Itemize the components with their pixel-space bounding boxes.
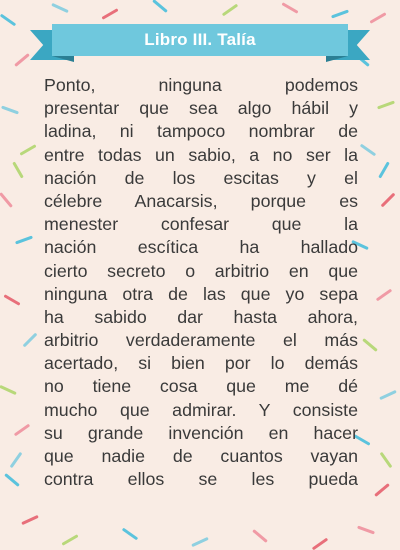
text-line: entre todas un sabio, a no ser la (44, 144, 358, 165)
confetti-piece (51, 3, 69, 13)
confetti-piece (378, 161, 390, 178)
confetti-piece (369, 12, 386, 24)
text-line: presentar que sea algo hábil y (44, 98, 358, 119)
confetti-piece (12, 161, 24, 178)
title-ribbon (30, 24, 370, 62)
confetti-piece (3, 294, 20, 306)
confetti-piece (377, 101, 395, 110)
confetti-piece (21, 515, 39, 525)
ribbon-fold-right (326, 56, 348, 62)
confetti-piece (281, 2, 298, 14)
confetti-piece (0, 192, 13, 208)
confetti-piece (380, 452, 393, 468)
confetti-piece (14, 53, 30, 67)
text-line: cierto secreto o arbitrio en que (44, 260, 358, 281)
confetti-piece (15, 236, 33, 245)
confetti-piece (23, 333, 38, 348)
confetti-piece (14, 424, 30, 437)
confetti-piece (1, 106, 19, 115)
confetti-piece (222, 4, 238, 17)
confetti-piece (376, 289, 392, 302)
text-line: menester confesar que la (44, 214, 358, 235)
text-line: nación de los escitas y el (44, 167, 358, 188)
text-line: arbitrio verdaderamente el más (44, 330, 358, 351)
confetti-piece (191, 537, 209, 547)
confetti-piece (152, 0, 168, 13)
chapter-title: Libro III. Talía (52, 24, 348, 56)
ribbon-fold-left (52, 56, 74, 62)
text-line: ladina, ni tampoco nombrar de (44, 121, 358, 142)
confetti-piece (0, 385, 17, 395)
confetti-piece (101, 8, 118, 20)
confetti-piece (379, 390, 397, 400)
confetti-piece (10, 452, 23, 468)
text-line: célebre Anacarsis, porque es (44, 190, 358, 211)
confetti-piece (61, 534, 78, 546)
confetti-piece (360, 144, 376, 157)
text-line: su grande invención en hacer (44, 422, 358, 443)
confetti-piece (381, 193, 396, 208)
text-line: Ponto, ninguna podemos (44, 75, 358, 95)
confetti-piece (331, 10, 349, 19)
confetti-piece (122, 528, 138, 541)
text-line: mucho que admirar. Y consiste (44, 399, 358, 420)
text-line: no tiene cosa que me dé (44, 376, 358, 397)
text-line: que nadie de cuantos vayan (44, 446, 358, 466)
confetti-piece (19, 144, 36, 156)
confetti-piece (357, 526, 375, 535)
body-text (44, 74, 358, 491)
text-line: acertado, si bien por lo demás (44, 353, 358, 374)
text-line: nación escítica ha hallado (44, 237, 358, 258)
confetti-piece (0, 14, 16, 27)
text-line: ninguna otra de las que yo sepa (44, 283, 358, 304)
confetti-piece (374, 483, 390, 497)
confetti-piece (4, 473, 20, 487)
confetti-piece (252, 529, 268, 543)
text-line: contra ellos se les pueda (44, 469, 358, 490)
confetti-piece (312, 538, 328, 550)
text-line: ha sabido dar hasta ahora, (44, 306, 358, 327)
confetti-piece (362, 338, 378, 352)
